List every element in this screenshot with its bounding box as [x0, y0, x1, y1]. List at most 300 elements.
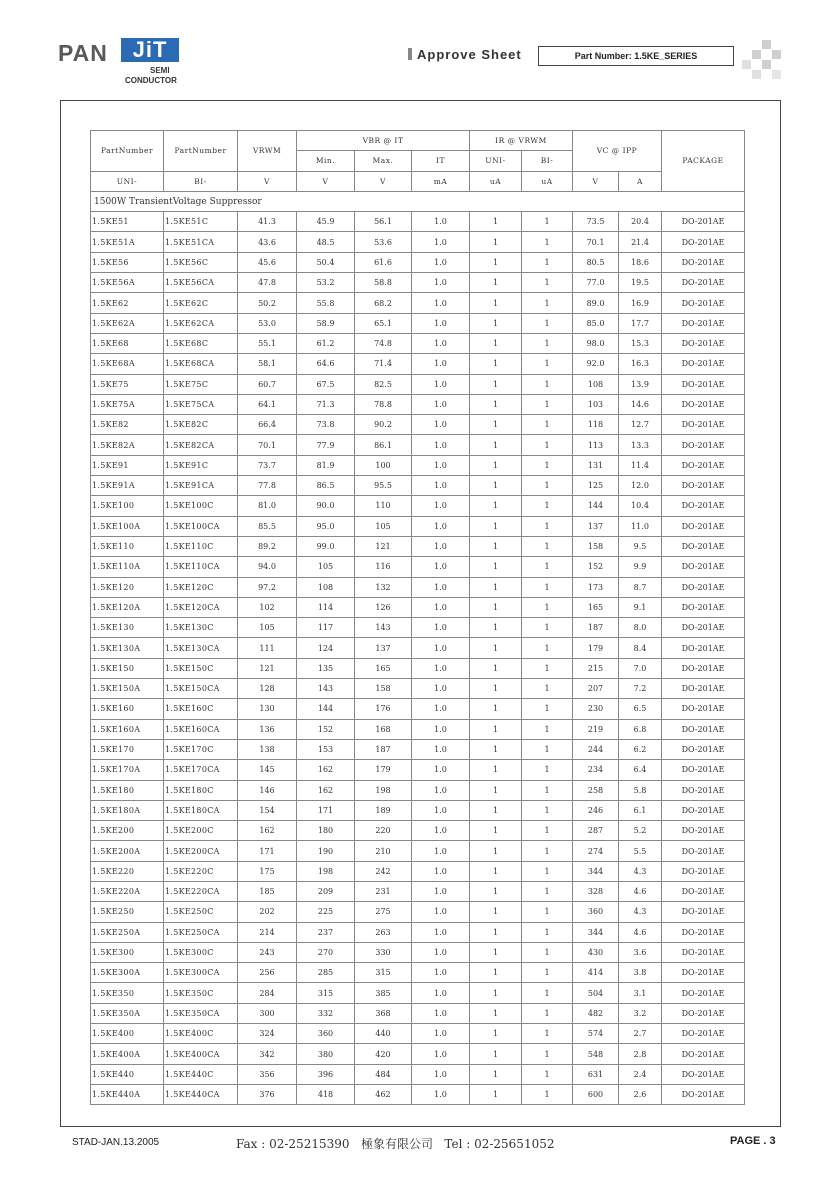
cell-vbr-max: 330 — [355, 942, 412, 962]
cell-vbr-max: 90.2 — [355, 415, 412, 435]
cell-vbr-max: 121 — [355, 536, 412, 556]
cell-part-uni: 1.5KE91 — [91, 455, 164, 475]
cell-part-bi: 1.5KE110CA — [164, 557, 238, 577]
cell-vbr-min: 58.9 — [297, 313, 355, 333]
table-row — [91, 942, 745, 962]
cell-ipp: 2.4 — [619, 1064, 662, 1084]
cell-ir-uni: 1 — [470, 577, 522, 597]
cell-vc: 144 — [573, 496, 619, 516]
cell-it: 1.0 — [412, 1084, 470, 1104]
cell-package: DO-201AE — [662, 618, 745, 638]
footer-page-number: PAGE . 3 — [730, 1135, 776, 1147]
cell-part-bi: 1.5KE400C — [164, 1024, 238, 1044]
cell-ir-uni: 1 — [470, 455, 522, 475]
cell-ipp: 6.1 — [619, 800, 662, 820]
cell-part-bi: 1.5KE150C — [164, 658, 238, 678]
cell-part-uni: 1.5KE300 — [91, 942, 164, 962]
cell-ir-uni: 1 — [470, 942, 522, 962]
cell-vbr-max: 263 — [355, 922, 412, 942]
cell-vrwm: 64.1 — [238, 394, 297, 414]
table-row — [91, 597, 745, 617]
cell-part-uni: 1.5KE170A — [91, 760, 164, 780]
cell-ipp: 6.8 — [619, 719, 662, 739]
cell-vbr-min: 153 — [297, 739, 355, 759]
table-row — [91, 699, 745, 719]
cell-it: 1.0 — [412, 983, 470, 1003]
cell-ipp: 2.6 — [619, 1084, 662, 1104]
cell-ir-bi: 1 — [522, 861, 573, 881]
cell-vc: 98.0 — [573, 333, 619, 353]
cell-package: DO-201AE — [662, 1044, 745, 1064]
cell-it: 1.0 — [412, 841, 470, 861]
cell-ir-bi: 1 — [522, 252, 573, 272]
cell-ir-bi: 1 — [522, 212, 573, 232]
cell-package: DO-201AE — [662, 739, 745, 759]
cell-ir-bi: 1 — [522, 679, 573, 699]
table-row — [91, 232, 745, 252]
cell-it: 1.0 — [412, 780, 470, 800]
cell-part-bi: 1.5KE220C — [164, 861, 238, 881]
cell-package: DO-201AE — [662, 963, 745, 983]
cell-package: DO-201AE — [662, 638, 745, 658]
cell-vrwm: 146 — [238, 780, 297, 800]
cell-vbr-min: 50.4 — [297, 252, 355, 272]
cell-vrwm: 138 — [238, 739, 297, 759]
cell-vbr-max: 484 — [355, 1064, 412, 1084]
cell-vrwm: 284 — [238, 983, 297, 1003]
cell-ir-bi: 1 — [522, 435, 573, 455]
table-row — [91, 800, 745, 820]
cell-vbr-min: 55.8 — [297, 293, 355, 313]
cell-vc: 165 — [573, 597, 619, 617]
cell-part-uni: 1.5KE200A — [91, 841, 164, 861]
cell-ir-bi: 1 — [522, 942, 573, 962]
cell-ir-bi: 1 — [522, 476, 573, 496]
cell-part-uni: 1.5KE160A — [91, 719, 164, 739]
cell-vrwm: 94.0 — [238, 557, 297, 577]
cell-vbr-max: 137 — [355, 638, 412, 658]
table-row — [91, 821, 745, 841]
cell-it: 1.0 — [412, 273, 470, 293]
cell-ir-uni: 1 — [470, 476, 522, 496]
cell-it: 1.0 — [412, 435, 470, 455]
cell-ir-uni: 1 — [470, 293, 522, 313]
cell-vrwm: 356 — [238, 1064, 297, 1084]
cell-part-uni: 1.5KE100A — [91, 516, 164, 536]
unit-vrwm: V — [238, 171, 297, 191]
cell-part-bi: 1.5KE100C — [164, 496, 238, 516]
cell-vrwm: 60.7 — [238, 374, 297, 394]
cell-ir-bi: 1 — [522, 374, 573, 394]
cell-vbr-max: 105 — [355, 516, 412, 536]
cell-vbr-min: 380 — [297, 1044, 355, 1064]
cell-vrwm: 70.1 — [238, 435, 297, 455]
cell-ir-bi: 1 — [522, 1064, 573, 1084]
cell-package: DO-201AE — [662, 374, 745, 394]
cell-it: 1.0 — [412, 1003, 470, 1023]
cell-ir-uni: 1 — [470, 760, 522, 780]
cell-vbr-min: 171 — [297, 800, 355, 820]
cell-vrwm: 66.4 — [238, 415, 297, 435]
col-header-ir: IR @ VRWM — [470, 131, 573, 151]
cell-vbr-max: 95.5 — [355, 476, 412, 496]
table-row — [91, 1064, 745, 1084]
cell-part-uni: 1.5KE110 — [91, 536, 164, 556]
unit-max: V — [355, 171, 412, 191]
col-header-max: Max. — [355, 151, 412, 171]
cell-vbr-max: 385 — [355, 983, 412, 1003]
cell-ir-bi: 1 — [522, 577, 573, 597]
cell-ir-bi: 1 — [522, 293, 573, 313]
cell-vbr-min: 152 — [297, 719, 355, 739]
cell-part-bi: 1.5KE160C — [164, 699, 238, 719]
cell-package: DO-201AE — [662, 232, 745, 252]
title-bar-icon — [408, 48, 412, 60]
cell-ipp: 6.5 — [619, 699, 662, 719]
cell-vrwm: 202 — [238, 902, 297, 922]
cell-ir-uni: 1 — [470, 333, 522, 353]
cell-vbr-max: 220 — [355, 821, 412, 841]
cell-part-uni: 1.5KE100 — [91, 496, 164, 516]
cell-package: DO-201AE — [662, 577, 745, 597]
cell-part-bi: 1.5KE51CA — [164, 232, 238, 252]
cell-it: 1.0 — [412, 1064, 470, 1084]
cell-ir-uni: 1 — [470, 536, 522, 556]
cell-vrwm: 376 — [238, 1084, 297, 1104]
cell-part-bi: 1.5KE400CA — [164, 1044, 238, 1064]
cell-ir-bi: 1 — [522, 313, 573, 333]
cell-vbr-max: 110 — [355, 496, 412, 516]
cell-ipp: 12.7 — [619, 415, 662, 435]
cell-vrwm: 77.8 — [238, 476, 297, 496]
cell-vrwm: 50.2 — [238, 293, 297, 313]
table-row — [91, 963, 745, 983]
cell-it: 1.0 — [412, 719, 470, 739]
cell-ir-uni: 1 — [470, 638, 522, 658]
cell-vbr-min: 45.9 — [297, 212, 355, 232]
cell-vc: 108 — [573, 374, 619, 394]
cell-vbr-min: 162 — [297, 780, 355, 800]
cell-vbr-min: 53.2 — [297, 273, 355, 293]
company-logo — [58, 36, 188, 86]
cell-ir-bi: 1 — [522, 1024, 573, 1044]
cell-ipp: 11.0 — [619, 516, 662, 536]
logo-pan-text: PAN — [58, 40, 108, 66]
table-row — [91, 638, 745, 658]
cell-vc: 158 — [573, 536, 619, 556]
cell-it: 1.0 — [412, 536, 470, 556]
cell-vc: 274 — [573, 841, 619, 861]
cell-vbr-min: 332 — [297, 1003, 355, 1023]
cell-vrwm: 136 — [238, 719, 297, 739]
unit-bi: BI- — [164, 171, 238, 191]
cell-vbr-max: 275 — [355, 902, 412, 922]
cell-part-uni: 1.5KE82 — [91, 415, 164, 435]
cell-it: 1.0 — [412, 760, 470, 780]
cell-ir-uni: 1 — [470, 881, 522, 901]
cell-ir-uni: 1 — [470, 719, 522, 739]
cell-part-bi: 1.5KE350CA — [164, 1003, 238, 1023]
cell-package: DO-201AE — [662, 1064, 745, 1084]
cell-part-bi: 1.5KE250CA — [164, 922, 238, 942]
cell-ir-bi: 1 — [522, 273, 573, 293]
cell-ipp: 8.0 — [619, 618, 662, 638]
cell-ir-bi: 1 — [522, 496, 573, 516]
cell-ipp: 4.6 — [619, 922, 662, 942]
table-row — [91, 983, 745, 1003]
cell-vc: 125 — [573, 476, 619, 496]
cell-vc: 344 — [573, 861, 619, 881]
cell-it: 1.0 — [412, 232, 470, 252]
cell-vbr-min: 143 — [297, 679, 355, 699]
cell-vc: 85.0 — [573, 313, 619, 333]
cell-part-bi: 1.5KE82C — [164, 415, 238, 435]
cell-package: DO-201AE — [662, 273, 745, 293]
cell-vbr-min: 73.8 — [297, 415, 355, 435]
cell-ir-uni: 1 — [470, 212, 522, 232]
cell-part-bi: 1.5KE82CA — [164, 435, 238, 455]
cell-part-uni: 1.5KE150A — [91, 679, 164, 699]
cell-part-uni: 1.5KE170 — [91, 739, 164, 759]
table-row — [91, 293, 745, 313]
cell-vrwm: 185 — [238, 881, 297, 901]
cell-part-bi: 1.5KE170C — [164, 739, 238, 759]
cell-part-bi: 1.5KE120CA — [164, 597, 238, 617]
cell-ipp: 13.9 — [619, 374, 662, 394]
cell-vrwm: 81.0 — [238, 496, 297, 516]
cell-part-uni: 1.5KE250 — [91, 902, 164, 922]
cell-part-bi: 1.5KE440C — [164, 1064, 238, 1084]
cell-it: 1.0 — [412, 800, 470, 820]
cell-part-bi: 1.5KE200C — [164, 821, 238, 841]
cell-ir-bi: 1 — [522, 658, 573, 678]
cell-package: DO-201AE — [662, 313, 745, 333]
cell-vc: 77.0 — [573, 273, 619, 293]
table-row — [91, 536, 745, 556]
col-header-ir-uni: UNI- — [470, 151, 522, 171]
cell-package: DO-201AE — [662, 516, 745, 536]
cell-vbr-min: 124 — [297, 638, 355, 658]
cell-it: 1.0 — [412, 394, 470, 414]
cell-ir-bi: 1 — [522, 354, 573, 374]
table-row — [91, 922, 745, 942]
cell-vrwm: 45.6 — [238, 252, 297, 272]
cell-part-uni: 1.5KE150 — [91, 658, 164, 678]
cell-vc: 328 — [573, 881, 619, 901]
cell-ir-uni: 1 — [470, 374, 522, 394]
cell-package: DO-201AE — [662, 942, 745, 962]
cell-ir-bi: 1 — [522, 1003, 573, 1023]
cell-part-bi: 1.5KE110C — [164, 536, 238, 556]
cell-ir-uni: 1 — [470, 841, 522, 861]
cell-part-uni: 1.5KE51 — [91, 212, 164, 232]
cell-part-bi: 1.5KE75CA — [164, 394, 238, 414]
cell-it: 1.0 — [412, 902, 470, 922]
cell-vbr-max: 231 — [355, 881, 412, 901]
cell-part-bi: 1.5KE300CA — [164, 963, 238, 983]
cell-vc: 504 — [573, 983, 619, 1003]
cell-it: 1.0 — [412, 557, 470, 577]
cell-ir-bi: 1 — [522, 821, 573, 841]
cell-ir-uni: 1 — [470, 273, 522, 293]
cell-ipp: 9.9 — [619, 557, 662, 577]
approve-sheet-title — [408, 47, 522, 62]
cell-part-uni: 1.5KE440A — [91, 1084, 164, 1104]
cell-part-uni: 1.5KE82A — [91, 435, 164, 455]
cell-vbr-min: 209 — [297, 881, 355, 901]
cell-vrwm: 121 — [238, 658, 297, 678]
cell-ipp: 8.7 — [619, 577, 662, 597]
table-row — [91, 1084, 745, 1104]
cell-ipp: 13.3 — [619, 435, 662, 455]
cell-vbr-max: 198 — [355, 780, 412, 800]
approve-sheet-label: Approve Sheet — [417, 47, 522, 62]
cell-vc: 574 — [573, 1024, 619, 1044]
cell-vrwm: 128 — [238, 679, 297, 699]
cell-part-uni: 1.5KE160 — [91, 699, 164, 719]
cell-ipp: 3.2 — [619, 1003, 662, 1023]
cell-ipp: 21.4 — [619, 232, 662, 252]
cell-ipp: 17.7 — [619, 313, 662, 333]
spec-table — [90, 130, 745, 1105]
logo-semi-text: SEMI — [150, 66, 170, 75]
cell-package: DO-201AE — [662, 922, 745, 942]
cell-part-bi: 1.5KE56CA — [164, 273, 238, 293]
cell-part-bi: 1.5KE91CA — [164, 476, 238, 496]
cell-ir-uni: 1 — [470, 1084, 522, 1104]
unit-uni: UNI- — [91, 171, 164, 191]
cell-ipp: 7.2 — [619, 679, 662, 699]
cell-ir-uni: 1 — [470, 516, 522, 536]
cell-ipp: 8.4 — [619, 638, 662, 658]
cell-vrwm: 73.7 — [238, 455, 297, 475]
cell-vc: 230 — [573, 699, 619, 719]
cell-vbr-min: 190 — [297, 841, 355, 861]
cell-package: DO-201AE — [662, 1084, 745, 1104]
cell-part-uni: 1.5KE68A — [91, 354, 164, 374]
cell-ipp: 6.4 — [619, 760, 662, 780]
cell-part-bi: 1.5KE62C — [164, 293, 238, 313]
col-header-vc: VC @ IPP — [573, 131, 662, 172]
cell-vc: 152 — [573, 557, 619, 577]
cell-vrwm: 41.3 — [238, 212, 297, 232]
cell-part-bi: 1.5KE130C — [164, 618, 238, 638]
cell-vbr-max: 78.8 — [355, 394, 412, 414]
cell-vc: 344 — [573, 922, 619, 942]
cell-ipp: 9.1 — [619, 597, 662, 617]
cell-ir-bi: 1 — [522, 618, 573, 638]
cell-it: 1.0 — [412, 313, 470, 333]
cell-vbr-min: 99.0 — [297, 536, 355, 556]
cell-part-uni: 1.5KE400A — [91, 1044, 164, 1064]
cell-ipp: 10.4 — [619, 496, 662, 516]
cell-ir-uni: 1 — [470, 658, 522, 678]
table-row — [91, 394, 745, 414]
cell-ipp: 5.8 — [619, 780, 662, 800]
cell-ipp: 4.3 — [619, 861, 662, 881]
cell-vrwm: 89.2 — [238, 536, 297, 556]
table-row — [91, 212, 745, 232]
cell-vrwm: 85.5 — [238, 516, 297, 536]
table-row — [91, 476, 745, 496]
cell-ir-uni: 1 — [470, 394, 522, 414]
cell-package: DO-201AE — [662, 800, 745, 820]
cell-ipp: 5.5 — [619, 841, 662, 861]
cell-package: DO-201AE — [662, 699, 745, 719]
cell-ir-uni: 1 — [470, 821, 522, 841]
cell-it: 1.0 — [412, 252, 470, 272]
cell-vrwm: 154 — [238, 800, 297, 820]
table-row — [91, 496, 745, 516]
cell-vbr-min: 64.6 — [297, 354, 355, 374]
cell-ir-bi: 1 — [522, 780, 573, 800]
cell-part-uni: 1.5KE250A — [91, 922, 164, 942]
spec-table-body — [91, 191, 745, 1104]
cell-vbr-min: 237 — [297, 922, 355, 942]
cell-it: 1.0 — [412, 496, 470, 516]
cell-ir-uni: 1 — [470, 415, 522, 435]
cell-ir-bi: 1 — [522, 557, 573, 577]
cell-ir-bi: 1 — [522, 841, 573, 861]
cell-package: DO-201AE — [662, 679, 745, 699]
cell-package: DO-201AE — [662, 881, 745, 901]
cell-part-bi: 1.5KE130CA — [164, 638, 238, 658]
col-header-vrwm: VRWM — [238, 131, 297, 172]
cell-ir-uni: 1 — [470, 800, 522, 820]
cell-part-uni: 1.5KE51A — [91, 232, 164, 252]
cell-part-uni: 1.5KE75A — [91, 394, 164, 414]
cell-ipp: 12.0 — [619, 476, 662, 496]
cell-vbr-max: 165 — [355, 658, 412, 678]
cell-ir-uni: 1 — [470, 902, 522, 922]
cell-vbr-max: 56.1 — [355, 212, 412, 232]
cell-part-bi: 1.5KE120C — [164, 577, 238, 597]
cell-ir-bi: 1 — [522, 415, 573, 435]
cell-part-uni: 1.5KE110A — [91, 557, 164, 577]
table-row — [91, 719, 745, 739]
cell-ir-uni: 1 — [470, 232, 522, 252]
cell-part-uni: 1.5KE56A — [91, 273, 164, 293]
table-row — [91, 841, 745, 861]
cell-part-uni: 1.5KE300A — [91, 963, 164, 983]
cell-part-bi: 1.5KE91C — [164, 455, 238, 475]
cell-it: 1.0 — [412, 922, 470, 942]
cell-package: DO-201AE — [662, 476, 745, 496]
table-row — [91, 618, 745, 638]
cell-part-bi: 1.5KE180CA — [164, 800, 238, 820]
cell-vc: 215 — [573, 658, 619, 678]
cell-vbr-min: 90.0 — [297, 496, 355, 516]
cell-part-bi: 1.5KE440CA — [164, 1084, 238, 1104]
cell-vbr-min: 144 — [297, 699, 355, 719]
cell-vbr-min: 180 — [297, 821, 355, 841]
cell-ir-uni: 1 — [470, 780, 522, 800]
cell-ir-bi: 1 — [522, 394, 573, 414]
cell-ir-uni: 1 — [470, 252, 522, 272]
cell-vrwm: 53.0 — [238, 313, 297, 333]
table-row — [91, 1044, 745, 1064]
cell-it: 1.0 — [412, 577, 470, 597]
cell-package: DO-201AE — [662, 1024, 745, 1044]
cell-ipp: 3.1 — [619, 983, 662, 1003]
cell-vbr-min: 81.9 — [297, 455, 355, 475]
table-row — [91, 1024, 745, 1044]
cell-part-uni: 1.5KE130 — [91, 618, 164, 638]
cell-vbr-max: 61.6 — [355, 252, 412, 272]
cell-vc: 137 — [573, 516, 619, 536]
cell-part-bi: 1.5KE350C — [164, 983, 238, 1003]
cell-ir-bi: 1 — [522, 699, 573, 719]
